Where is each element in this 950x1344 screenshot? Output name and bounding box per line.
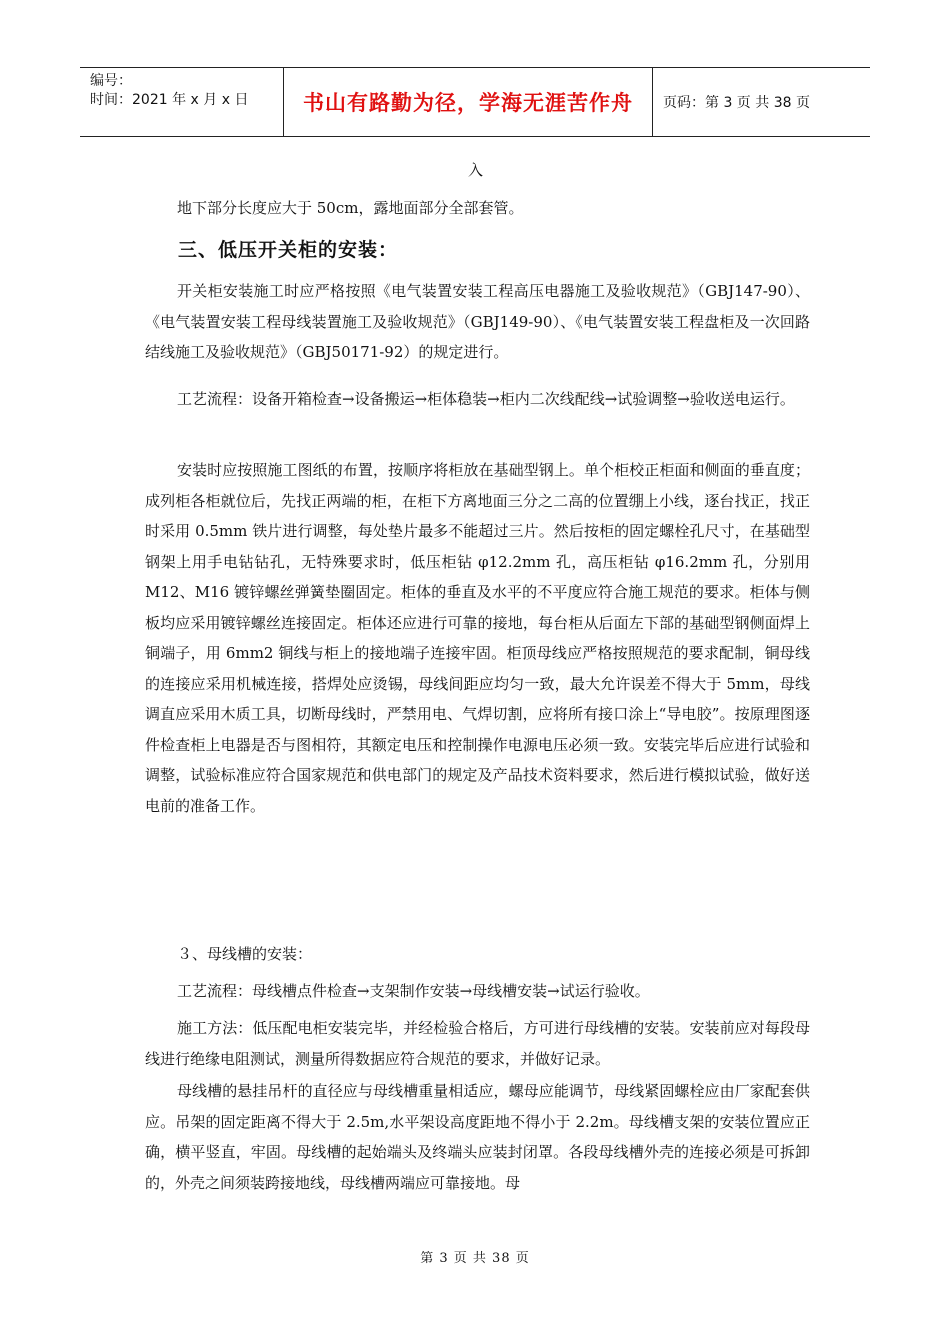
- paragraph-installation: 安装时应按照施工图纸的布置，按顺序将柜放在基础型钢上。单个柜校正柜面和侧面的垂直度；成列柜各柜就位后，先找正两端的柜，在柜下方离地面三分之二高的位置绷上小线，逐台找正，找正时采用 0.5mm 铁片进行调整，每处垫片最多不能超过三片。然后按柜的固定螺栓孔尺寸，在基础型钢架上用手电钻钻孔，无特殊要求时，低压柜钻 φ12.2mm 孔，高压柜钻 φ16.2mm 孔，分别用 M12、M16 镀锌螺丝弹簧垫圈固定。柜体的垂直及水平的不平度应符合施工规范的要求。柜体与侧板均应采用镀锌螺丝连接固定。柜体还应进行可靠的接地，每台柜从后面左下部的基础型钢侧面焊上铜端子，用 6mm2 铜线与柜上的接地端子连接牢固。柜顶母线应严格按照规范的要求配制，铜母线的连接应采用机械连接，搭焊处应烫锡，母线间距应均匀一致，最大允许误差不得大于 5mm，母线调直应采用木质工具，切断母线时，严禁用电、气焊切割，应将所有接口涂上“导电胶”。按原理图逐件检查柜上电器是否与图相符，其额定电压和控制操作电源电压必须一致。安装完毕后应进行试验和调整，试验标准应符合国家规范和供电部门的规定及产品技术资料要求，然后进行模拟试验，做好送电前的准备工作。: [145, 461, 810, 815]
- subsection-busway: ３、母线槽的安装：: [177, 945, 313, 963]
- paragraph-busway-hanger: 母线槽的悬挂吊杆的直径应与母线槽重量相适应，螺母应能调节，母线紧固螺栓应由厂家配套供应。吊架的固定距离不得大于 2.5m,水平架设高度距地不得小于 2.2m。母线槽支架的安装位置应正确，横平竖直，牢固。母线槽的起始端头及终端头应装封闭罩。各段母线槽外壳的连接必须是可拆卸的，外壳之间须装跨接地线，母线槽两端应可靠接地。母: [145, 1082, 810, 1192]
- paragraph-process-flow: 工艺流程：设备开箱检查→设备搬运→柜体稳装→柜内二次线配线→试验调整→验收送电运行。: [177, 390, 795, 408]
- paragraph-busway-flow: 工艺流程：母线槽点件检查→支架制作安装→母线槽安装→试运行验收。: [177, 982, 650, 1000]
- header-page-label: 页码：第 3 页 共 38 页: [663, 95, 810, 111]
- continued-char: 入: [468, 161, 484, 179]
- section-heading: 三、低压开关柜的安装：: [178, 239, 399, 261]
- page-header: [80, 67, 870, 137]
- paragraph-busway-method: 施工方法：低压配电柜安装完毕，并经检验合格后，方可进行母线槽的安装。安装前应对每段母线进行绝缘电阻测试，测量所得数据应符合规范的要求，并做好记录。: [145, 1019, 810, 1068]
- paragraph-standards: 开关柜安装施工时应严格按照《电气装置安装工程高压电器施工及验收规范》（GBJ147-90）、《电气装置安装工程母线装置施工及验收规范》（GBJ149-90）、《电气装置安装工程盘柜及一次回路结线施工及验收规范》（GBJ50171-92）的规定进行。: [145, 282, 810, 361]
- header-motto: 书山有路勤为径，学海无涯苦作舟: [283, 68, 653, 136]
- header-date-label: 时间：2021 年 x 月 x 日: [90, 92, 249, 108]
- page-footer: 第 3 页 共 38 页: [420, 1251, 530, 1266]
- header-meta: [80, 68, 283, 136]
- header-number-label: 编号：: [90, 73, 132, 89]
- continued-line: 地下部分长度应大于 50cm，露地面部分全部套管。: [177, 199, 524, 217]
